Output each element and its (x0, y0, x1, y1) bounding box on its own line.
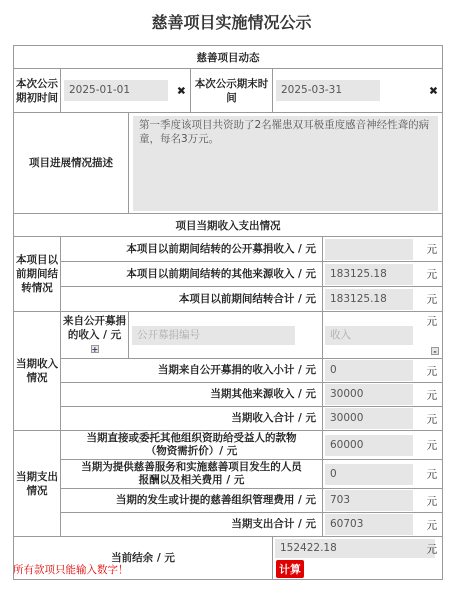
public-income-input[interactable]: 收入 (325, 326, 413, 345)
start-date-label: 本次公示期初时间 (14, 69, 61, 113)
carry-public-label: 本项目以前期间结转的公开募捐收入 / 元 (61, 237, 323, 262)
expense-total-input[interactable]: 60703 (325, 514, 413, 535)
end-date-input[interactable]: 2025-03-31 (276, 80, 380, 101)
carry-other-input[interactable]: 183125.18 (325, 264, 413, 285)
progress-description-label: 项目进展情况描述 (14, 113, 129, 214)
balance-label: 当前结余 / 元 (14, 537, 273, 580)
unit-label: 元 (426, 439, 438, 452)
add-row-icon[interactable]: + (91, 345, 99, 354)
income-total-cell (323, 407, 443, 431)
other-income-input[interactable]: 30000 (325, 384, 413, 405)
staff-cost-input[interactable]: 0 (325, 464, 413, 485)
balance-cell (273, 537, 443, 580)
unit-label: 元 (426, 468, 438, 481)
management-cost-cell (323, 489, 443, 513)
direct-aid-label: 当期直接或委托其他组织资助给受益人的款物（物资需折价）/ 元 (61, 431, 323, 460)
progress-description-cell (129, 113, 443, 214)
staff-cost-cell (323, 460, 443, 489)
public-subtotal-label: 当期来自公开募捐的收入小计 / 元 (61, 359, 323, 383)
public-source-label-cell (61, 312, 129, 359)
direct-aid-input[interactable]: 60000 (325, 435, 413, 456)
income-total-label: 当期收入合计 / 元 (61, 407, 323, 431)
management-cost-input[interactable]: 703 (325, 490, 413, 511)
unit-label: 元 (426, 543, 438, 556)
carry-over-group-label: 本项目以前期间结转情况 (14, 237, 61, 312)
management-cost-label: 当期的发生或计提的慈善组织管理费用 / 元 (61, 489, 323, 513)
carry-public-input[interactable] (325, 239, 413, 260)
unit-label: 元 (426, 389, 438, 401)
other-income-cell (323, 383, 443, 407)
carry-other-cell (323, 262, 443, 287)
unit-label: 元 (426, 495, 438, 507)
public-subtotal-input[interactable]: 0 (325, 360, 413, 381)
carry-other-label: 本项目以前期间结转的其他来源收入 / 元 (61, 262, 323, 287)
clear-start-date-icon[interactable]: ✖ (176, 84, 186, 97)
carry-total-label: 本项目以前期间结转合计 / 元 (61, 287, 323, 312)
public-income-cell (323, 312, 443, 359)
page-title: 慈善项目实施情况公示 (151, 13, 312, 32)
carry-total-cell (323, 287, 443, 312)
clear-end-date-icon[interactable]: ✖ (428, 84, 439, 97)
carry-public-cell (323, 237, 443, 262)
income-group-label: 当期收入情况 (14, 312, 61, 431)
expense-group-label: 当期支出情况 (14, 431, 61, 537)
fundraise-number-input[interactable]: 公开募捐编号 (132, 326, 295, 345)
public-subtotal-cell (323, 359, 443, 383)
other-income-label: 当期其他来源收入 / 元 (61, 383, 323, 407)
staff-cost-label: 当期为提供慈善服务和实施慈善项目发生的人员报酬以及相关费用 / 元 (61, 460, 323, 489)
unit-label: 元 (426, 243, 438, 256)
unit-label: 元 (426, 413, 438, 425)
expense-total-cell (323, 513, 443, 537)
unit-label: 元 (426, 365, 438, 377)
carry-total-input[interactable]: 183125.18 (325, 289, 413, 310)
calculate-button[interactable]: 计算 (276, 560, 304, 578)
disclosure-form-table (13, 45, 443, 580)
end-date-label: 本次公示期末时间 (191, 69, 273, 113)
public-source-label: 来自公开募捐的收入 / 元 (63, 315, 126, 341)
section-title-income-expense: 项目当期收入支出情况 (14, 214, 443, 237)
fundraise-number-cell (129, 312, 323, 359)
numeric-only-note: 所有款项只能输入数字！ (13, 564, 129, 576)
start-date-cell (61, 69, 191, 113)
unit-label: 元 (426, 519, 438, 531)
start-date-input[interactable]: 2025-01-01 (64, 80, 168, 101)
progress-description-textarea[interactable]: 第一季度该项目共资助了2名罹患双耳极重度感音神经性聋的病童，每名3万元。 (133, 116, 438, 211)
unit-label: 元 (426, 315, 438, 328)
balance-input[interactable]: 152422.18 (275, 539, 435, 558)
unit-label: 元 (426, 293, 438, 306)
expense-total-label: 当期支出合计 / 元 (61, 513, 323, 537)
section-title-project-dynamics: 慈善项目动态 (14, 46, 443, 69)
income-total-input[interactable]: 30000 (325, 408, 413, 429)
remove-row-icon[interactable]: - (431, 347, 439, 355)
end-date-cell (273, 69, 443, 113)
unit-label: 元 (426, 268, 438, 281)
direct-aid-cell (323, 431, 443, 460)
